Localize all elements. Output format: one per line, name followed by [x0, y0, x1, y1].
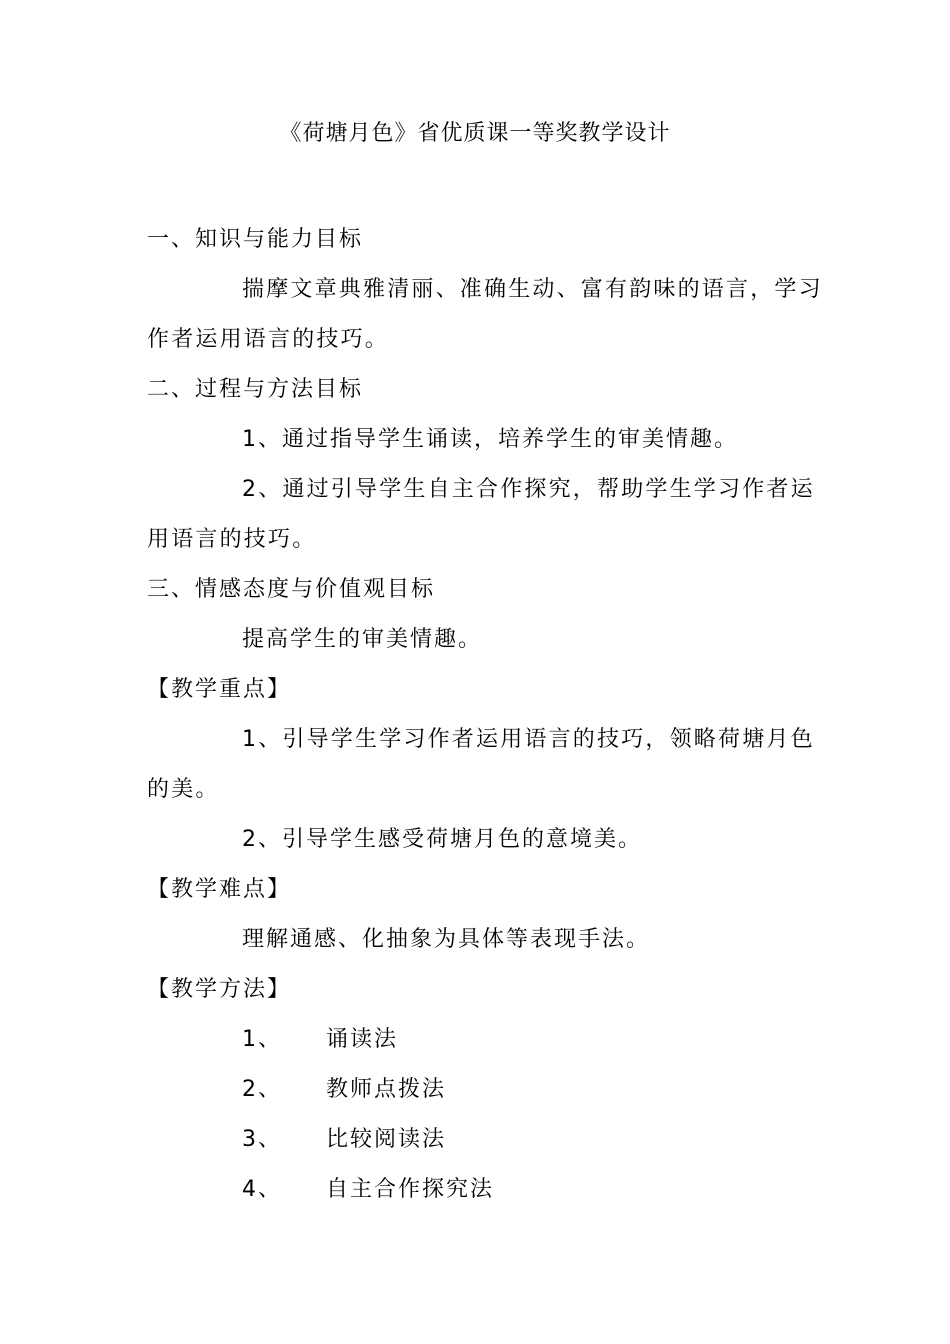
- section-heading-process: 二、过程与方法目标: [147, 377, 364, 402]
- paragraph-line: 作者运用语言的技巧。: [147, 327, 390, 352]
- list-item-text: 自主合作探究法: [326, 1177, 495, 1202]
- paragraph-process-goal-1: 1、通过指导学生诵读，培养学生的审美情趣。: [242, 427, 738, 452]
- document-title: 《荷塘月色》省优质课一等奖教学设计: [279, 121, 671, 146]
- paragraph-key-point-1: [147, 715, 815, 815]
- paragraph-process-goal-2: [147, 465, 815, 565]
- paragraph-key-point-2: 2、引导学生感受荷塘月色的意境美。: [242, 827, 642, 852]
- list-item-number: 1、: [242, 1027, 282, 1052]
- paragraph-line: 的美。: [147, 777, 220, 802]
- paragraph-line: 用语言的技巧。: [147, 527, 317, 552]
- section-heading-difficulty: 【教学难点】: [147, 877, 292, 902]
- list-item-text: 诵读法: [326, 1027, 399, 1052]
- paragraph-line: 1、引导学生学习作者运用语言的技巧，领略荷塘月色: [242, 727, 815, 752]
- section-heading-key-points: 【教学重点】: [147, 677, 292, 702]
- section-heading-methods: 【教学方法】: [147, 977, 292, 1002]
- section-heading-emotion: 三、情感态度与价值观目标: [147, 577, 436, 602]
- list-item: [147, 1065, 807, 1115]
- list-item-number: 2、: [242, 1077, 282, 1102]
- list-item: [147, 1115, 807, 1165]
- paragraph-line: 揣摩文章典雅清丽、准确生动、富有韵味的语言，学习: [242, 277, 823, 302]
- section-heading-knowledge: 一、知识与能力目标: [147, 227, 364, 252]
- paragraph-difficulty: 理解通感、化抽象为具体等表现手法。: [242, 927, 651, 952]
- list-item-number: 3、: [242, 1127, 282, 1152]
- list-item: [147, 1165, 807, 1215]
- list-item-text: 教师点拨法: [326, 1077, 447, 1102]
- document-body: [147, 215, 823, 1215]
- paragraph-line: 2、通过引导学生自主合作探究，帮助学生学习作者运: [242, 477, 815, 502]
- paragraph-emotion-goal: 提高学生的审美情趣。: [242, 627, 483, 652]
- list-item-number: 4、: [242, 1177, 282, 1202]
- list-item: [147, 1015, 807, 1065]
- list-item-text: 比较阅读法: [326, 1127, 447, 1152]
- paragraph-knowledge-goal: [147, 265, 823, 365]
